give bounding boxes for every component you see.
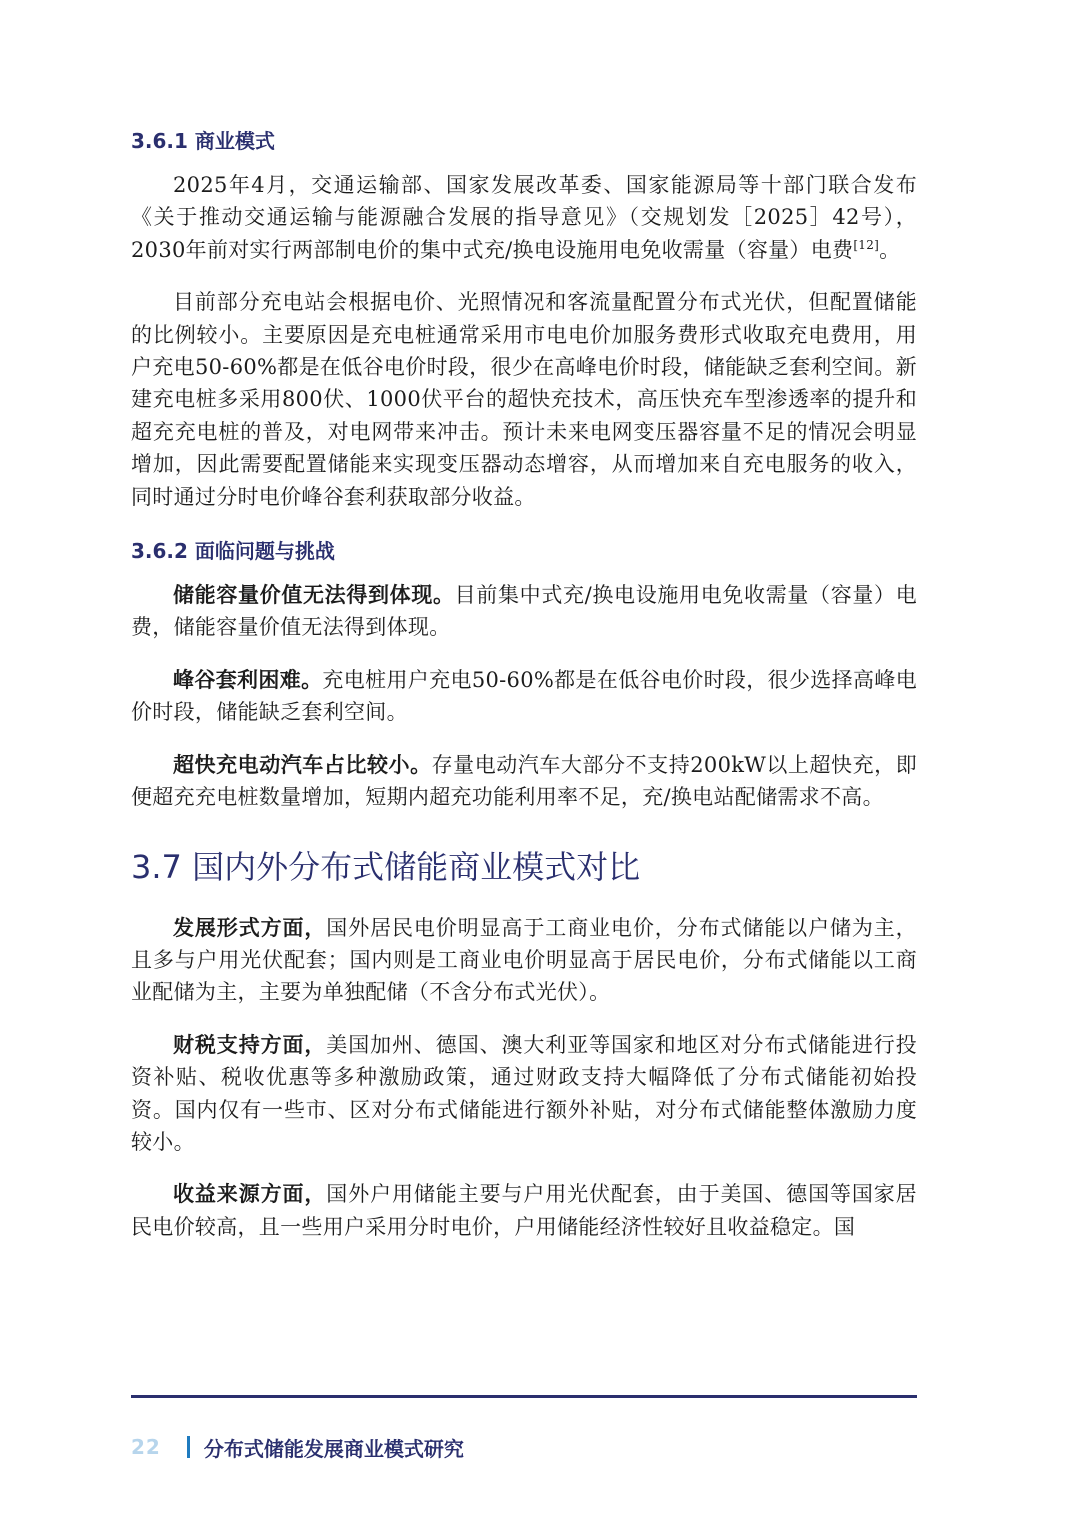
comparison-text: 国外居民电价明显高于工商业电价，分布式储能以户储为主，且多与户用光伏配套；国内则是工商业电价明显高于居民电价，分布式储能以工商业配储为主，主要为单独配储（不含分布式光伏）。 (131, 915, 917, 1005)
page-footer (131, 1430, 917, 1464)
comparison-lead: 发展形式方面， (173, 915, 327, 940)
comparison-lead: 财税支持方面， (173, 1032, 327, 1057)
challenge-lead: 储能容量价值无法得到体现。 (173, 583, 455, 608)
comparison-lead: 收益来源方面， (173, 1182, 327, 1207)
challenge-text: 充电桩用户充电50-60%都是在低谷电价时段，很少选择高峰电价时段，储能缺乏套利空间。 (131, 667, 917, 725)
challenge-lead: 峰谷套利困难。 (173, 667, 323, 692)
paragraph-policy-text: 2025年4月，交通运输部、国家发展改革委、国家能源局等十部门联合发布《关于推动交通运输与能源融合发展的指导意见》（交规划发［2025］42号），2030年前对实行两部制电价的集中式充/换电设施用电免收需量（容量）电费 (131, 173, 917, 262)
heading-3-6-1: 3.6.1 商业模式 (131, 129, 275, 153)
paragraph-policy-end: 。 (879, 237, 901, 262)
footer-divider (131, 1395, 917, 1398)
page-number: 22 (131, 1435, 161, 1459)
comparison-item (131, 1029, 917, 1159)
paragraph-policy (131, 169, 917, 266)
reference-12: [12] (853, 237, 880, 252)
challenge-item (131, 579, 917, 644)
heading-3-6-2: 3.6.2 面临问题与挑战 (131, 539, 335, 564)
page-content (131, 123, 917, 1243)
challenge-text: 目前集中式充/换电设施用电免收需量（容量）电费，储能容量价值无法得到体现。 (131, 583, 917, 640)
comparison-text: 国外户用储能主要与户用光伏配套，由于美国、德国等国家居民电价较高，且一些用户采用分时电价，户用储能经济性较好且收益稳定。国 (131, 1182, 917, 1239)
challenge-item (131, 664, 917, 729)
challenge-item (131, 749, 917, 814)
footer-separator (187, 1436, 190, 1458)
comparison-text: 美国加州、德国、澳大利亚等国家和地区对分布式储能进行投资补贴、税收优惠等多种激励政策，通过财政支持大幅降低了分布式储能初始投资。国内仅有一些市、区对分布式储能进行额外补贴，对分布式储能整体激励力度较小。 (131, 1032, 917, 1154)
heading-3-7: 3.7 国内外分布式储能商业模式对比 (131, 847, 641, 886)
report-title: 分布式储能发展商业模式研究 (203, 1436, 464, 1461)
paragraph-charging-stations: 目前部分充电站会根据电价、光照情况和客流量配置分布式光伏，但配置储能的比例较小。主要原因是充电桩通常采用市电电价加服务费形式收取充电费用，用户充电50-60%都是在低谷电价时段，很少在高峰电价时段，储能缺乏套利空间。新建充电桩多采用800伏、1000伏平台的超快充技术，高压快充车型渗透率的提升和超充充电桩的普及，对电网带来冲击。预计未来电网变压器容量不足的情况会明显增加，因此需要配置储能来实现变压器动态增容，从而增加来自充电服务的收入，同时通过分时电价峰谷套利获取部分收益。 (131, 290, 917, 509)
challenge-text: 存量电动汽车大部分不支持200kW以上超快充，即便超充充电桩数量增加，短期内超充功能利用率不足，充/换电站配储需求不高。 (131, 752, 917, 810)
challenge-lead: 超快充电动汽车占比较小。 (173, 752, 432, 777)
comparison-item (131, 1178, 917, 1243)
comparison-item (131, 912, 917, 1009)
